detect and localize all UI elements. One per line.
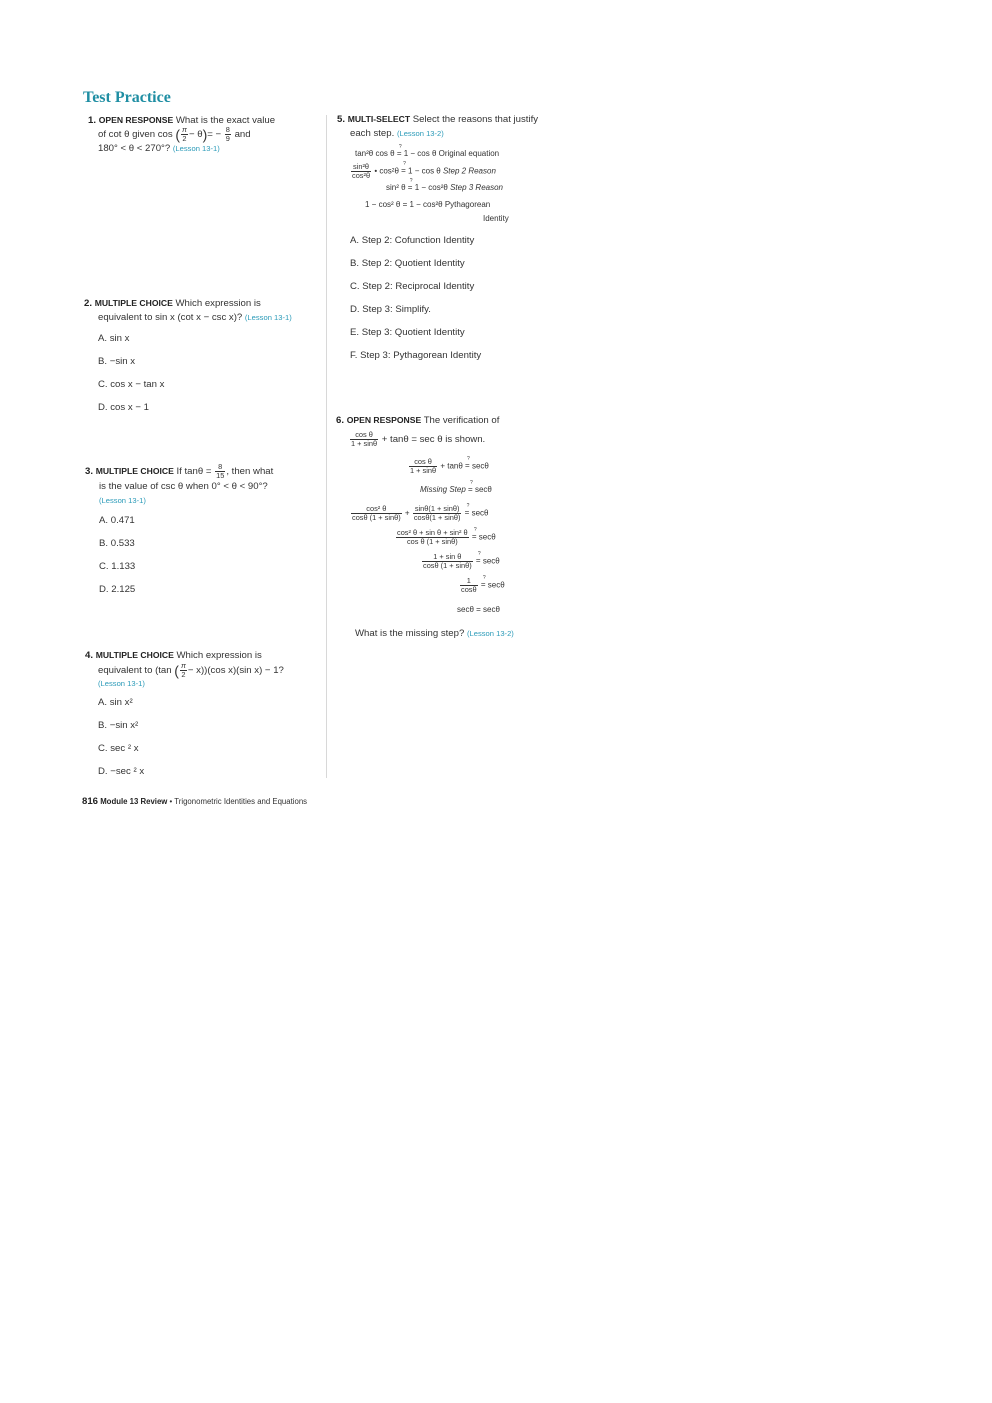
question-text: and [234, 128, 251, 140]
fraction: $\frac{8}{9}$ [225, 125, 230, 143]
answer-option-d[interactable]: D. Step 3: Simplify. [350, 304, 431, 315]
proof-step-2: $\frac{\text{sin²θ}}{\text{cos²θ}}$ • cos²θ = ? 1 − cos θ Step 2 Reason [352, 161, 496, 180]
question-type: MULTIPLE CHOICE [95, 465, 174, 476]
answer-option-a[interactable]: A. sin x² [98, 697, 133, 708]
answer-option-d[interactable]: D. 2.125 [99, 584, 136, 595]
answer-option-d[interactable]: D. cos x − 1 [98, 402, 149, 413]
question-type: MULTIPLE CHOICE [95, 650, 174, 660]
answer-option-d[interactable]: D. −sec ² x [98, 766, 145, 777]
proof-step-4: 1 − cos² θ = 1 − cos²θ Pythagorean [365, 200, 491, 209]
question-text: , then what [226, 465, 274, 477]
page-footer [82, 796, 307, 808]
question-text: of cot θ given cos [98, 128, 173, 140]
verification-line-3: $\frac{\text{cos² θ}}{\cos\theta (1 + \sin\theta)}$ + $\frac{\sin\theta(1 + \sin\theta)}{\cos\theta(1 + \sin\theta)}$ = ? secθ [352, 503, 489, 522]
question-number: 2. [84, 298, 93, 309]
page-number: 816 [82, 796, 99, 807]
question-text: Select the reasons that justify [412, 114, 539, 125]
verification-line-2: Missing Step = ? secθ [420, 480, 492, 494]
proof-step-3: sin² θ = ? 1 − cos²θ Step 3 Reason [386, 178, 504, 192]
question-number: 4. [85, 650, 94, 661]
question-number: 3. [85, 465, 94, 477]
question-text: Which expression is [175, 298, 261, 309]
lesson-link[interactable]: (Lesson 13-2) [396, 129, 444, 138]
page-title: Test Practice [83, 89, 171, 106]
question-text: 180° < θ < 270°? [98, 143, 171, 154]
question-text: equivalent to sin x (cot x − csc x)? [98, 312, 243, 323]
answer-option-c[interactable]: C. sec ² x [98, 743, 139, 754]
question-text: Which expression is [176, 650, 262, 661]
answer-option-f[interactable]: F. Step 3: Pythagorean Identity [350, 350, 482, 361]
question-type: MULTIPLE CHOICE [94, 298, 173, 308]
answer-option-b[interactable]: B. −sin x² [98, 720, 139, 731]
answer-option-b[interactable]: B. −sin x [98, 356, 136, 367]
question-text: − x))(cos x)(sin x) − 1? [187, 664, 284, 676]
math-term: − θ [188, 128, 203, 140]
answer-option-a[interactable]: A. 0.471 [99, 515, 135, 526]
verification-line-4: $\frac{\text{cos² θ + sin θ + sin² θ}}{\text{cos θ (1 + sinθ)}}$ = ? secθ [397, 527, 496, 546]
fraction: $\frac{\pi}{2}$ [182, 125, 187, 143]
answer-option-c[interactable]: C. 1.133 [99, 561, 136, 572]
answer-option-b[interactable]: B. Step 2: Quotient Identity [350, 258, 465, 269]
answer-option-b[interactable]: B. 0.533 [99, 538, 135, 549]
answer-option-c[interactable]: C. Step 2: Reciprocal Identity [350, 281, 475, 292]
verification-line-6: $\frac{1}{\cos\theta}$ = ? secθ [461, 575, 505, 594]
lesson-link[interactable]: (Lesson 13-1) [99, 496, 146, 505]
math-term: = − [207, 128, 222, 140]
question-text: each step. [350, 128, 395, 139]
answer-option-e[interactable]: E. Step 3: Quotient Identity [350, 327, 465, 338]
lesson-link[interactable]: (Lesson 13-1) [172, 144, 220, 153]
question-text: What is the exact value [175, 115, 276, 126]
question-number: 5. [337, 114, 346, 125]
module-name: Module 13 Review [100, 797, 168, 806]
question-text: is the value of csc θ when 0° < θ < 90°? [99, 481, 268, 492]
answer-option-c[interactable]: C. cos x − tan x [98, 379, 165, 390]
lesson-link[interactable]: (Lesson 13-2) [466, 629, 514, 638]
question-number: 6. [336, 415, 345, 426]
answer-option-a[interactable]: A. Step 2: Cofunction Identity [350, 235, 475, 246]
question-number: 1. [88, 115, 97, 126]
question-type: OPEN RESPONSE [98, 115, 174, 125]
question-text: The verification of [423, 415, 500, 426]
verification-line-7: secθ = secθ [457, 605, 500, 614]
verification-line-5: $\frac{\text{1 + sin θ}}{\cos\theta (1 + \sin\theta)}$ = ? secθ [423, 551, 500, 570]
proof-step-4-reason: Identity [483, 214, 509, 223]
question-text: What is the missing step? [355, 628, 465, 639]
module-subtitle: Trigonometric Identities and Equations [174, 797, 308, 806]
fraction: $\frac{8}{15}$ [216, 462, 225, 480]
question-text: $\frac{\text{cos θ}}{1 + \sin\theta}$ + tanθ = sec θ is shown. [351, 430, 486, 448]
lesson-link[interactable]: (Lesson 13-1) [244, 313, 292, 322]
answer-option-a[interactable]: A. sin x [98, 333, 130, 344]
lesson-link[interactable]: (Lesson 13-1) [98, 679, 145, 688]
question-type: MULTI-SELECT [347, 114, 411, 124]
proof-step-1: tan²θ cos θ = ? 1 − cos θ Original equation [355, 144, 500, 158]
question-text: If tanθ = [176, 465, 212, 477]
fraction: $\frac{\pi}{2}$ [180, 661, 186, 679]
column-divider [326, 115, 327, 778]
footer-bullet: • [169, 797, 173, 806]
question-text: equivalent to (tan [98, 664, 172, 676]
question-type: OPEN RESPONSE [346, 415, 422, 425]
verification-line-1: $\frac{\text{cos θ}}{1 + \sin\theta}$ + tanθ = ? secθ [410, 456, 489, 475]
